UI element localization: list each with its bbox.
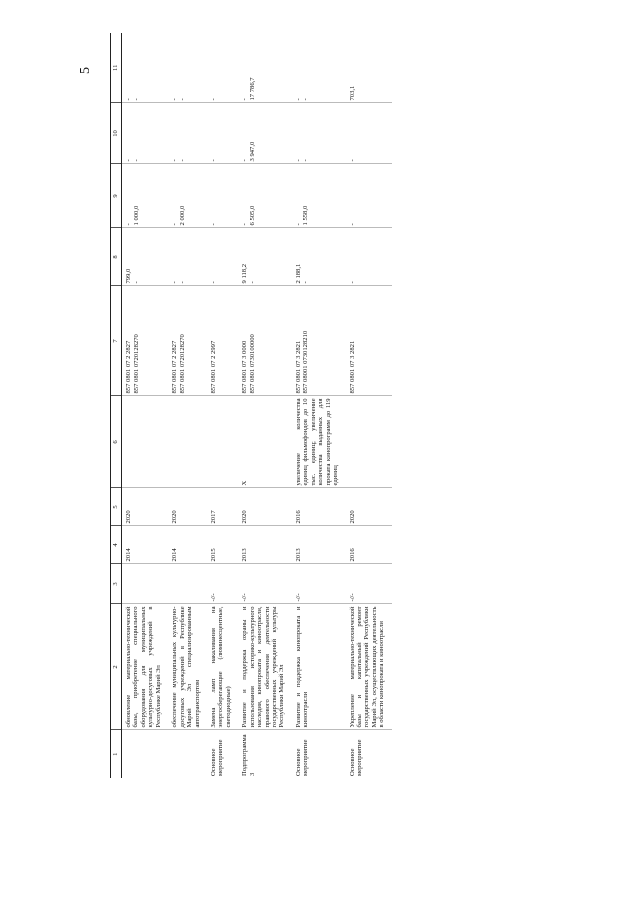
measure-name-cell: Замена ламп накаливания на энергосберегающие (люминесцентные, светодиодные) xyxy=(207,604,238,730)
amount-value: - xyxy=(294,159,302,162)
amount-value: 6 505,0 xyxy=(248,205,256,226)
table-row xyxy=(122,33,169,778)
executor-cell: -//- xyxy=(207,564,238,604)
amount-cell xyxy=(238,33,292,103)
status-cell xyxy=(168,730,207,778)
table-row xyxy=(168,33,207,778)
table-row xyxy=(346,33,392,778)
status-cell: Подпрограмма 3 xyxy=(241,734,256,776)
measure-name-cell: обновление материально-технической базы, приобретение специального оборудования для муниципальных культурно-досуговых учреждений в Республике Марий Эл xyxy=(122,604,169,730)
column-header: 9 xyxy=(111,164,122,228)
end-year-cell: 2016 xyxy=(292,488,346,526)
end-year-cell: 2020 xyxy=(346,488,392,526)
expected-result-cell xyxy=(346,396,392,488)
start-year-cell: 2014 xyxy=(122,526,169,564)
column-header: 11 xyxy=(111,33,122,103)
rotated-table-sheet xyxy=(110,33,542,778)
amount-cell xyxy=(207,33,238,103)
amount-value: - xyxy=(209,281,217,284)
amount-value: 799,0 xyxy=(125,268,132,284)
end-year-cell: 2020 xyxy=(168,488,207,526)
budget-code: 857 0801 07 3 0000 xyxy=(241,340,249,394)
start-year-cell: 2016 xyxy=(346,526,392,564)
amount-value: - xyxy=(209,159,217,162)
amount-value: - xyxy=(178,98,186,101)
end-year-cell: 2020 xyxy=(122,488,169,526)
amount-value: - xyxy=(294,98,302,101)
amount-cell xyxy=(168,33,207,103)
amount-value: - xyxy=(171,159,179,162)
amount-value: - xyxy=(132,159,140,162)
budget-code: 857 0801 07 3 2821 xyxy=(294,340,302,394)
measure-name-cell: Укрепление материально-технической базы и капитальный ремонт государственных учреждений Республики Марий Эл, осуществляющих деятельность в области кинопроката и киноотрасли xyxy=(346,604,392,730)
budget-code-cell xyxy=(122,286,169,396)
amount-value: 9 118,2 xyxy=(241,263,249,284)
amount-value: 1 558,0 xyxy=(302,205,310,226)
amount-value: - xyxy=(132,281,140,284)
budget-code-cell xyxy=(207,286,238,396)
amount-cell xyxy=(207,228,238,286)
executor-cell: -//- xyxy=(346,564,392,604)
end-year-cell: 2020 xyxy=(238,488,292,526)
measure-name-cell: Развитие и поддержка кинопроката и киноотрасли xyxy=(292,604,346,730)
amount-cell xyxy=(238,103,292,164)
amount-value: - xyxy=(125,98,132,101)
budget-code: 857 0801 07 2 2827 xyxy=(125,340,132,394)
amount-cell xyxy=(122,164,169,228)
column-header: 3 xyxy=(111,564,122,604)
amount-cell xyxy=(207,103,238,164)
column-header: 10 xyxy=(111,103,122,164)
amount-value: - xyxy=(241,223,249,226)
budget-code: 857 0801 07 3 2821 xyxy=(348,340,356,394)
amount-value: - xyxy=(171,281,179,284)
amount-cell xyxy=(122,103,169,164)
column-header: 4 xyxy=(111,526,122,564)
budget-code-cell xyxy=(292,286,346,396)
program-funding-table xyxy=(110,33,392,778)
start-year-cell: 2013 xyxy=(292,526,346,564)
amount-cell xyxy=(292,164,346,228)
status-cell: Основное мероприятие xyxy=(348,739,363,776)
amount-value: - xyxy=(248,281,256,284)
start-year-cell: 2015 xyxy=(207,526,238,564)
amount-value: - xyxy=(171,98,179,101)
executor-cell xyxy=(168,564,207,604)
column-header: 1 xyxy=(111,730,122,778)
amount-value: - xyxy=(241,159,249,162)
amount-cell xyxy=(238,164,292,228)
amount-cell xyxy=(168,103,207,164)
table-row xyxy=(238,33,292,778)
amount-cell xyxy=(346,103,392,164)
amount-cell xyxy=(346,228,392,286)
measure-name-cell: обеспечение муниципальных культурно-досуговых учреждений в Республике Марий Эл специализированным автотранспортом xyxy=(168,604,207,730)
amount-value: 703,1 xyxy=(348,85,356,101)
amount-value: 17 786,7 xyxy=(248,77,256,101)
executor-cell: -//- xyxy=(292,564,346,604)
amount-value: 2 188,1 xyxy=(294,263,302,284)
end-year-cell: 2017 xyxy=(207,488,238,526)
budget-code: 857 0801 07 2 2827 xyxy=(171,340,179,394)
table-header-row xyxy=(111,33,122,778)
amount-value: 1 000,0 xyxy=(132,205,140,226)
amount-value: - xyxy=(302,98,310,101)
amount-cell xyxy=(292,33,346,103)
amount-value: - xyxy=(125,159,132,162)
executor-cell xyxy=(122,564,169,604)
budget-code: 857 0801 0720128270 xyxy=(178,334,186,394)
column-header: 5 xyxy=(111,488,122,526)
expected-result-cell xyxy=(122,396,169,488)
executor-cell: -//- xyxy=(238,564,292,604)
amount-value: - xyxy=(209,98,217,101)
amount-cell xyxy=(168,228,207,286)
amount-value: 2 000,0 xyxy=(178,205,186,226)
amount-cell xyxy=(168,164,207,228)
amount-cell xyxy=(292,228,346,286)
column-header: 2 xyxy=(111,604,122,730)
table-row xyxy=(207,33,238,778)
amount-value: - xyxy=(302,281,310,284)
column-header: 8 xyxy=(111,228,122,286)
start-year-cell: 2013 xyxy=(238,526,292,564)
budget-code-cell xyxy=(238,286,292,396)
amount-cell xyxy=(238,228,292,286)
amount-cell xyxy=(122,33,169,103)
budget-code: 857 0801 07 2 2997 xyxy=(209,340,217,394)
column-header: 7 xyxy=(111,286,122,396)
budget-code-cell xyxy=(168,286,207,396)
budget-code: 857 0801 0730100000 xyxy=(248,334,256,394)
amount-value: - xyxy=(125,223,132,226)
amount-cell xyxy=(292,103,346,164)
amount-value: - xyxy=(132,98,140,101)
expected-result-cell: увеличение количества единиц фильмофондов до 10 тыс. единиц; увеличение количества выданных для проката кинопрограмм до 119 единиц xyxy=(292,396,346,488)
amount-value: - xyxy=(178,281,186,284)
amount-value: - xyxy=(348,159,356,162)
amount-value: - xyxy=(302,159,310,162)
amount-value: - xyxy=(209,223,217,226)
amount-value: - xyxy=(241,98,249,101)
status-cell: Основное мероприятие xyxy=(209,739,225,776)
amount-value: - xyxy=(294,223,302,226)
expected-result-cell: X xyxy=(238,396,292,488)
budget-code: 857 08001 0730128210 xyxy=(302,330,310,394)
amount-value: - xyxy=(348,281,356,284)
expected-result-cell xyxy=(207,396,238,488)
amount-cell xyxy=(346,33,392,103)
budget-code-cell xyxy=(346,286,392,396)
budget-code: 857 0801 0720128270 xyxy=(132,334,140,394)
status-cell xyxy=(122,730,169,778)
column-header: 6 xyxy=(111,396,122,488)
amount-value: - xyxy=(171,223,179,226)
amount-cell xyxy=(207,164,238,228)
amount-cell xyxy=(346,164,392,228)
table-row xyxy=(292,33,346,778)
page-number: 5 xyxy=(78,67,93,74)
amount-value: - xyxy=(178,159,186,162)
amount-value: 3 947,0 xyxy=(248,141,256,162)
status-cell: Основное мероприятие xyxy=(294,739,310,776)
amount-cell xyxy=(122,228,169,286)
amount-value: - xyxy=(348,223,356,226)
expected-result-cell xyxy=(168,396,207,488)
start-year-cell: 2014 xyxy=(168,526,207,564)
measure-name-cell: Развитие и поддержка охраны и использования историко-культурного наследия, кинопроката и киноотрасли, правового обеспечения деятельности государственных учреждений культуры Республики Марий Эл xyxy=(238,604,292,730)
